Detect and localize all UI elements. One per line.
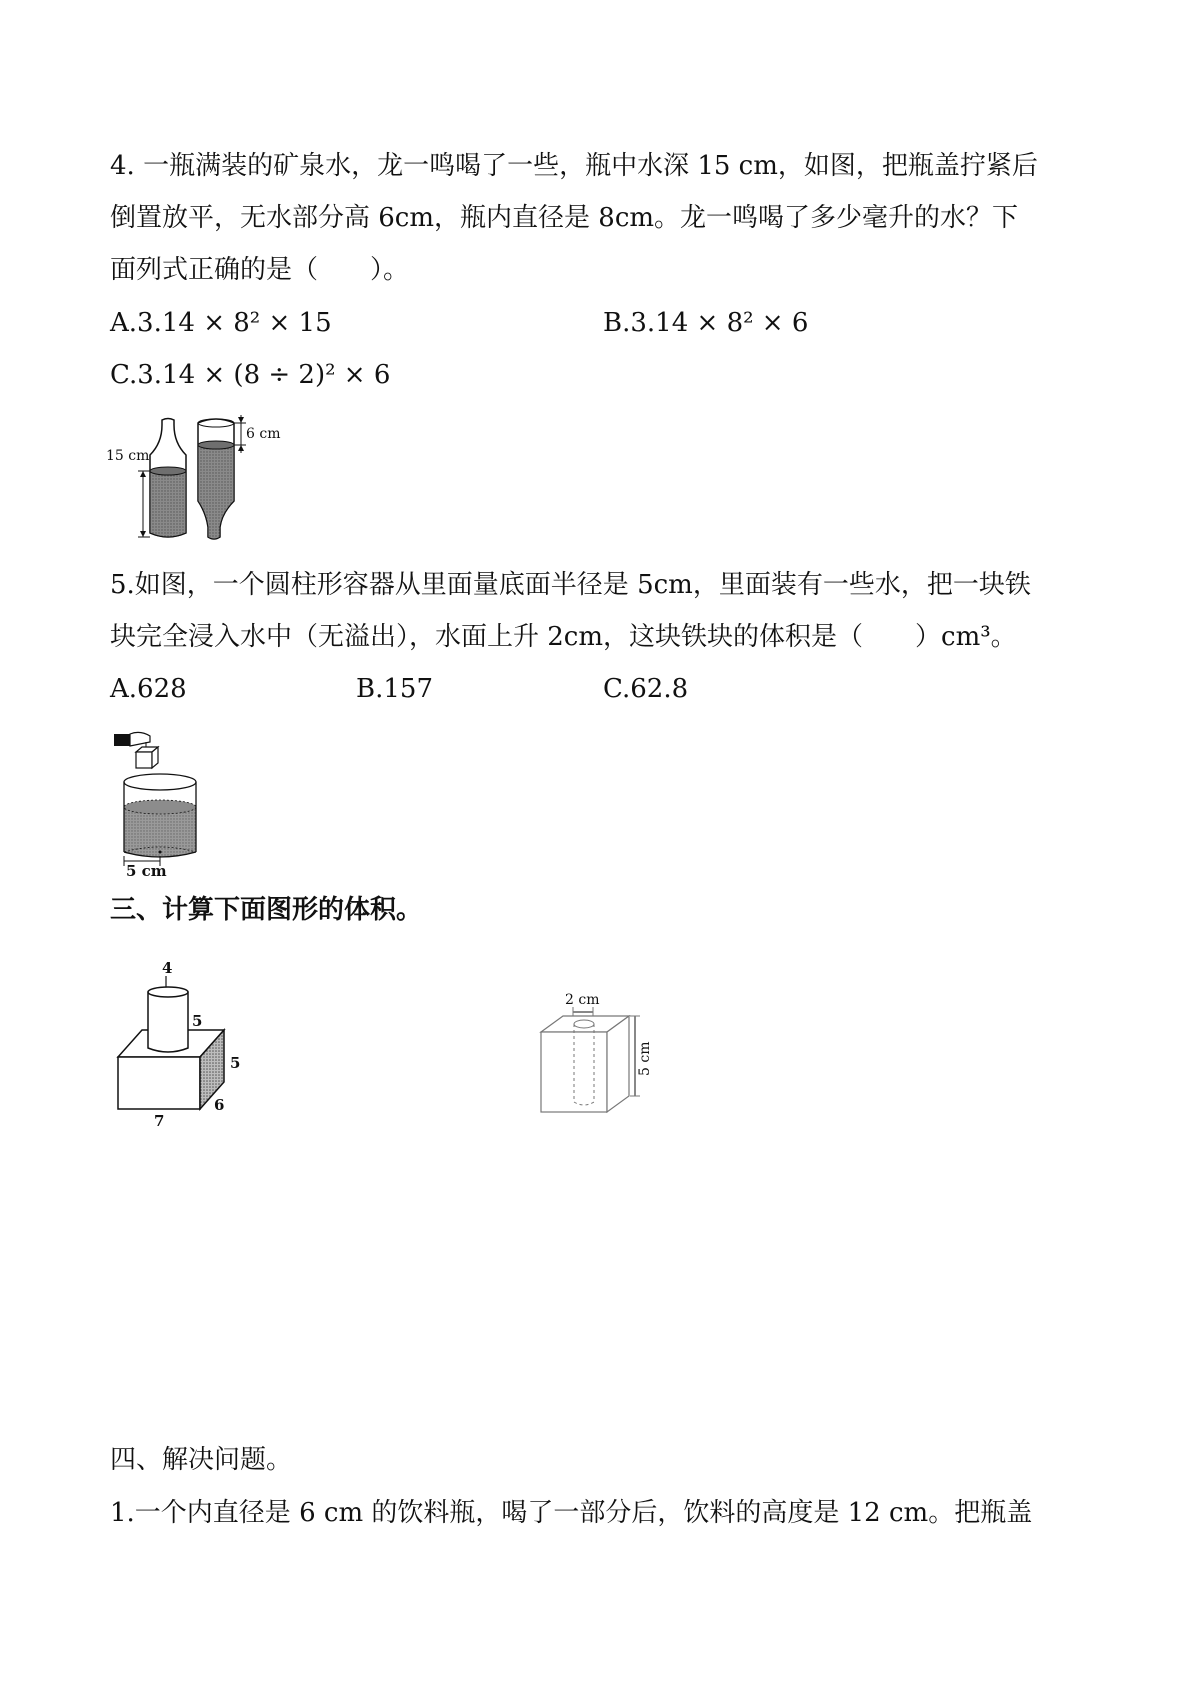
label-hole-diameter: 2 cm bbox=[565, 992, 600, 1008]
iron-block bbox=[136, 747, 158, 768]
label-cube-side: 5 cm bbox=[637, 1041, 653, 1076]
label-5cm: 5 cm bbox=[126, 862, 167, 880]
q5-option-b: B.157 bbox=[356, 674, 433, 704]
label-15cm: 15 cm bbox=[106, 448, 150, 464]
label-box-height: 5 bbox=[230, 1054, 241, 1072]
section4-q1-line: 1.一个内直径是 6 cm 的饮料瓶，喝了一部分后，饮料的高度是 12 cm。把瓶盖 bbox=[110, 1498, 1033, 1528]
cylinder-container bbox=[124, 774, 196, 857]
q5-option-a: A.628 bbox=[110, 674, 187, 704]
q5-text-line-2: 块完全浸入水中（无溢出），水面上升 2cm，这块铁块的体积是（ ）cm³。 bbox=[110, 622, 1017, 652]
section4-title: 四、解决问题。 bbox=[110, 1445, 293, 1475]
q4-option-a: A.3.14 × 8² × 15 bbox=[110, 308, 332, 338]
q4-option-b: B.3.14 × 8² × 6 bbox=[603, 308, 809, 338]
q4-text-line-1: 4. 一瓶满装的矿泉水，龙一鸣喝了一些，瓶中水深 15 cm，如图，把瓶盖拧紧后 bbox=[110, 151, 1038, 181]
label-6cm: 6 cm bbox=[246, 426, 281, 442]
q4-option-c: C.3.14 × (8 ÷ 2)² × 6 bbox=[110, 360, 391, 390]
q4-text-line-2: 倒置放平，无水部分高 6cm，瓶内直径是 8cm。龙一鸣喝了多少毫升的水？下 bbox=[110, 203, 1019, 233]
label-cylinder-height: 5 bbox=[192, 1012, 203, 1030]
cylinder bbox=[148, 987, 188, 1052]
section3-figure-cube-with-hole bbox=[535, 990, 665, 1130]
q5-option-c: C.62.8 bbox=[603, 674, 689, 704]
q4-bottle-figure bbox=[106, 415, 281, 545]
q5-container-figure bbox=[110, 722, 220, 880]
gap-6cm-arrow bbox=[234, 415, 246, 453]
upright-bottle bbox=[150, 419, 186, 538]
label-top-diameter: 4 bbox=[162, 959, 173, 977]
q4-text-line-3: 面列式正确的是（ ）。 bbox=[110, 255, 410, 285]
q5-text-line-1: 5.如图，一个圆柱形容器从里面量底面半径是 5cm，里面装有一些水，把一块铁 bbox=[110, 570, 1031, 600]
section3-title: 三、计算下面图形的体积。 bbox=[110, 895, 423, 925]
depth-15cm-arrow bbox=[138, 471, 150, 537]
label-box-width: 6 bbox=[214, 1096, 225, 1114]
label-box-length: 7 bbox=[154, 1112, 165, 1130]
section3-figure-cylinder-on-box bbox=[110, 960, 250, 1130]
cube bbox=[541, 1016, 629, 1112]
inverted-bottle bbox=[198, 419, 234, 539]
